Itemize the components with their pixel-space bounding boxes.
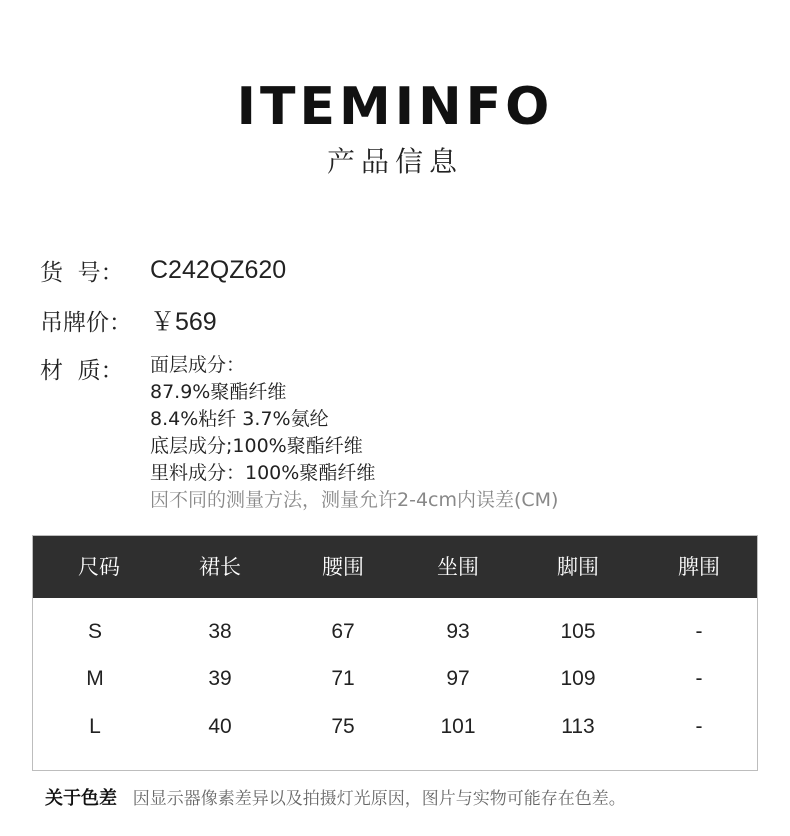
color-disclaimer-label: 关于色差 (45, 788, 117, 809)
measurement-note: 因不同的测量方法，测量允许2-4cm内误差(CM) (150, 489, 559, 511)
table-cell: 93 (446, 620, 470, 643)
material-lines (150, 352, 750, 514)
table-cell: - (695, 715, 703, 738)
table-cell: L (89, 715, 101, 738)
price-label: 吊牌价： (40, 309, 132, 336)
table-cell: 105 (560, 620, 596, 643)
price-value: ￥569 (150, 308, 217, 336)
table-cell: 97 (446, 667, 470, 690)
table-cell: 109 (560, 667, 596, 690)
material-line: 面层成分： (150, 354, 246, 376)
header-cell-hem: 脚围 (557, 555, 599, 579)
size-table (32, 535, 758, 771)
page-subtitle: 产品信息 (326, 145, 463, 178)
table-cell: 40 (208, 715, 232, 738)
header-cell-hip: 坐围 (437, 555, 479, 579)
material-line: 底层成分;100%聚酯纤维 (150, 435, 363, 457)
table-cell: 67 (331, 620, 355, 643)
page-header (0, 78, 790, 180)
price-row (40, 302, 217, 338)
material-label: 材 质： (40, 358, 124, 384)
table-cell: 71 (331, 667, 355, 690)
table-cell: 101 (440, 715, 476, 738)
header-cell-skirt-length: 裙长 (199, 555, 241, 579)
material-line: 8.4%粘纤 3.7%氨纶 (150, 408, 329, 430)
header-cell-waist: 腰围 (322, 555, 364, 579)
material-line: 87.9%聚酯纤维 (150, 381, 287, 403)
color-disclaimer-text: 因显示器像素差异以及拍摄灯光原因，图片与实物可能存在色差。 (132, 789, 626, 809)
page-title: ITEMINFO (236, 77, 554, 137)
table-cell: S (87, 620, 102, 643)
table-cell: 38 (208, 620, 232, 643)
table-cell: 75 (331, 715, 355, 738)
material-line: 里料成分：100%聚酯纤维 (150, 462, 376, 484)
size-table-header (33, 536, 757, 598)
table-cell: M (86, 667, 104, 690)
table-cell: - (695, 667, 703, 690)
table-cell: - (695, 620, 703, 643)
item-number-row (40, 254, 286, 287)
item-number-value: C242QZ620 (150, 256, 287, 284)
header-cell-thigh: 脾围 (678, 555, 720, 579)
header-cell-size: 尺码 (78, 555, 120, 579)
color-disclaimer (45, 784, 626, 810)
item-number-label: 货 号： (40, 260, 124, 286)
table-cell: 39 (208, 667, 232, 690)
table-cell: 113 (561, 715, 595, 738)
